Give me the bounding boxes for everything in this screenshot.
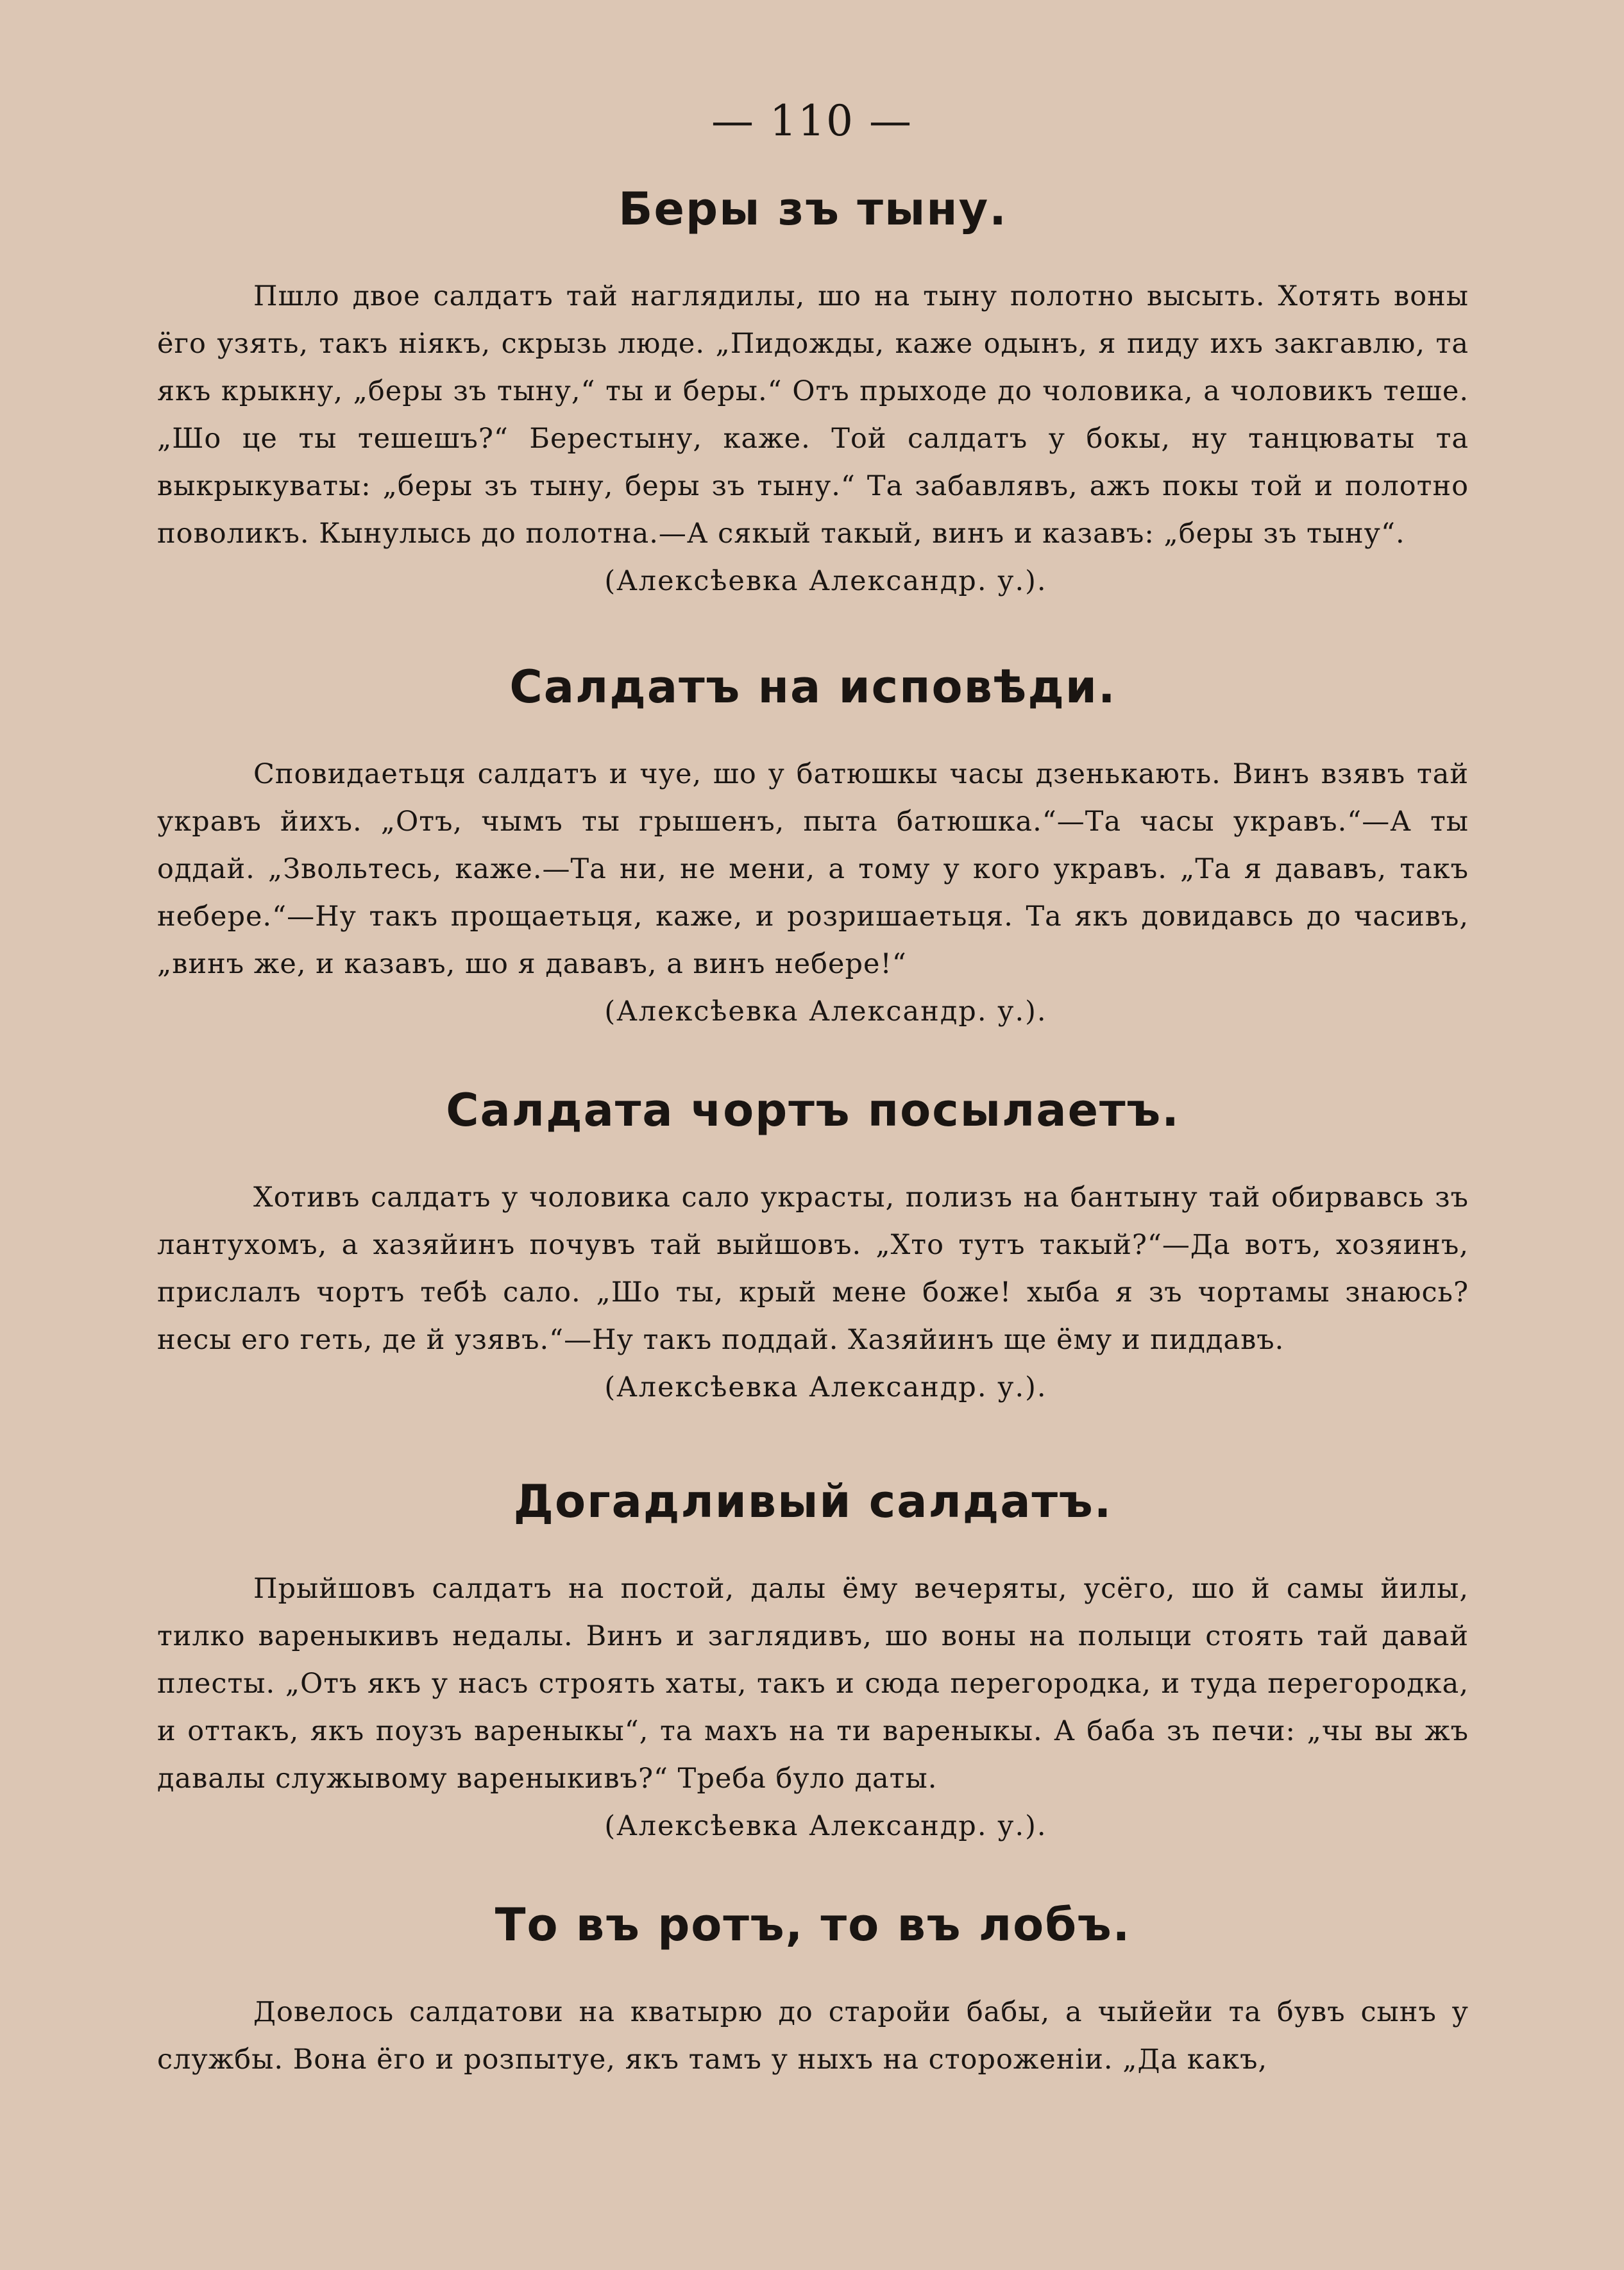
story-source: (Алексѣевка Александр. у.). — [604, 995, 1047, 1028]
story-3 — [157, 1084, 1469, 1411]
story-source: (Алексѣевка Александр. у.). — [604, 1810, 1047, 1842]
story-text: Хотивъ салдатъ у чоловика сало украсты, полизъ на бантыну тай обирвавсь зъ лантухомъ, а хазяйинъ почувъ тай выйшовъ. „Хто тутъ такый?“—Да вотъ, хозяинъ, прислалъ чортъ тебѣ сало. „Шо ты, крый мене боже! хыба я зъ чортамы знаюсь? несы его геть, де й узявъ.“—Ну такъ поддай. Хазяйинъ ще ёму и пиддавъ. — [157, 1182, 1469, 1356]
story-2 — [157, 661, 1469, 1035]
story-text: Сповидаетьця салдатъ и чуе, шо у батюшкы часы дзенькають. Винъ взявъ тай укравъ йихъ. „Отъ, чымъ ты грышенъ, пыта батюшка.“—Та часы укравъ.“—А ты оддай. „Звольтесь, каже.—Та ни, не мени, а тому у кого укравъ. „Та я дававъ, такъ небере.“—Ну такъ прощаетьця, каже, и розришаетьця. Та якъ довидавсь до часивъ, „винъ же, и казавъ, шо я дававъ, а винъ небере!“ — [157, 758, 1469, 980]
story-4 — [157, 1475, 1469, 1850]
story-title: То въ ротъ, то въ лобъ. — [495, 1899, 1131, 1951]
story-source: (Алексѣевка Александр. у.). — [604, 1371, 1047, 1403]
story-title: Салдатъ на исповѣди. — [509, 661, 1117, 713]
story-title: Беры зъ тыну. — [618, 183, 1008, 235]
story-title: Салдата чортъ посылаетъ. — [446, 1084, 1180, 1137]
page-number: — 110 — — [711, 96, 913, 146]
story-text: Довелось салдатови на кватырю до старойи бабы, а чыйейи та бувъ сынъ у службы. Вона ёго и розпытуе, якъ тамъ у ныхъ на стороженiи. „Да какъ, — [157, 1996, 1469, 2076]
story-source: (Алексѣевка Александр. у.). — [604, 565, 1047, 597]
story-text: Пшло двое салдатъ тай наглядилы, шо на тыну полотно высыть. Хотять воны ёго узять, такъ нiякъ, скрызь люде. „Пидожды, каже одынъ, я пиду ихъ закгавлю, та якъ крыкну, „беры зъ тыну,“ ты и беры.“ Отъ прыходе до чоловика, а чоловикъ теше. „Шо це ты тешешъ?“ Берестыну, каже. Той салдатъ у бокы, ну танцюваты та выкрыкуваты: „беры зъ тыну, беры зъ тыну.“ Та забавлявъ, ажъ покы той и полотно поволикъ. Кынулысь до полотна.—А сякый такый, винъ и казавъ: „беры зъ тыну“. — [157, 280, 1469, 550]
story-title: Догадливый салдатъ. — [513, 1475, 1113, 1528]
story-5 — [157, 1899, 1469, 2083]
story-text: Прыйшовъ салдатъ на постой, далы ёму вечеряты, усёго, шо й самы йилы, тилко вареныкивъ недалы. Винъ и заглядивъ, шо воны на полыци стоять тай давай плесты. „Отъ якъ у насъ строять хаты, такъ и сюда перегородка, и туда перегородка, и оттакъ, якъ поузъ вареныкы“, та махъ на ти вареныкы. А баба зъ печи: „чы вы жъ давалы служывому вареныкивъ?“ Треба було даты. — [157, 1573, 1469, 1795]
story-1 — [157, 183, 1469, 605]
